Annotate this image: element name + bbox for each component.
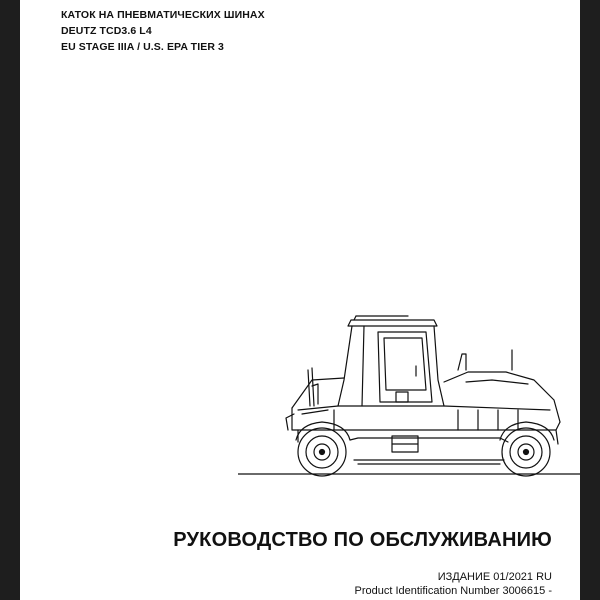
header-emission-standard: EU STAGE IIIA / U.S. EPA TIER 3 [61, 41, 224, 53]
document-page [20, 0, 580, 600]
document-title: РУКОВОДСТВО ПО ОБСЛУЖИВАНИЮ [173, 529, 552, 551]
pneumatic-roller-icon [238, 310, 580, 480]
edition-label: ИЗДАНИЕ 01/2021 RU [437, 571, 552, 583]
header-engine: DEUTZ TCD3.6 L4 [61, 25, 152, 37]
product-id-label: Product Identification Number 3006615 - [354, 585, 552, 597]
header-product-type: КАТОК НА ПНЕВМАТИЧЕСКИХ ШИНАХ [61, 9, 265, 21]
